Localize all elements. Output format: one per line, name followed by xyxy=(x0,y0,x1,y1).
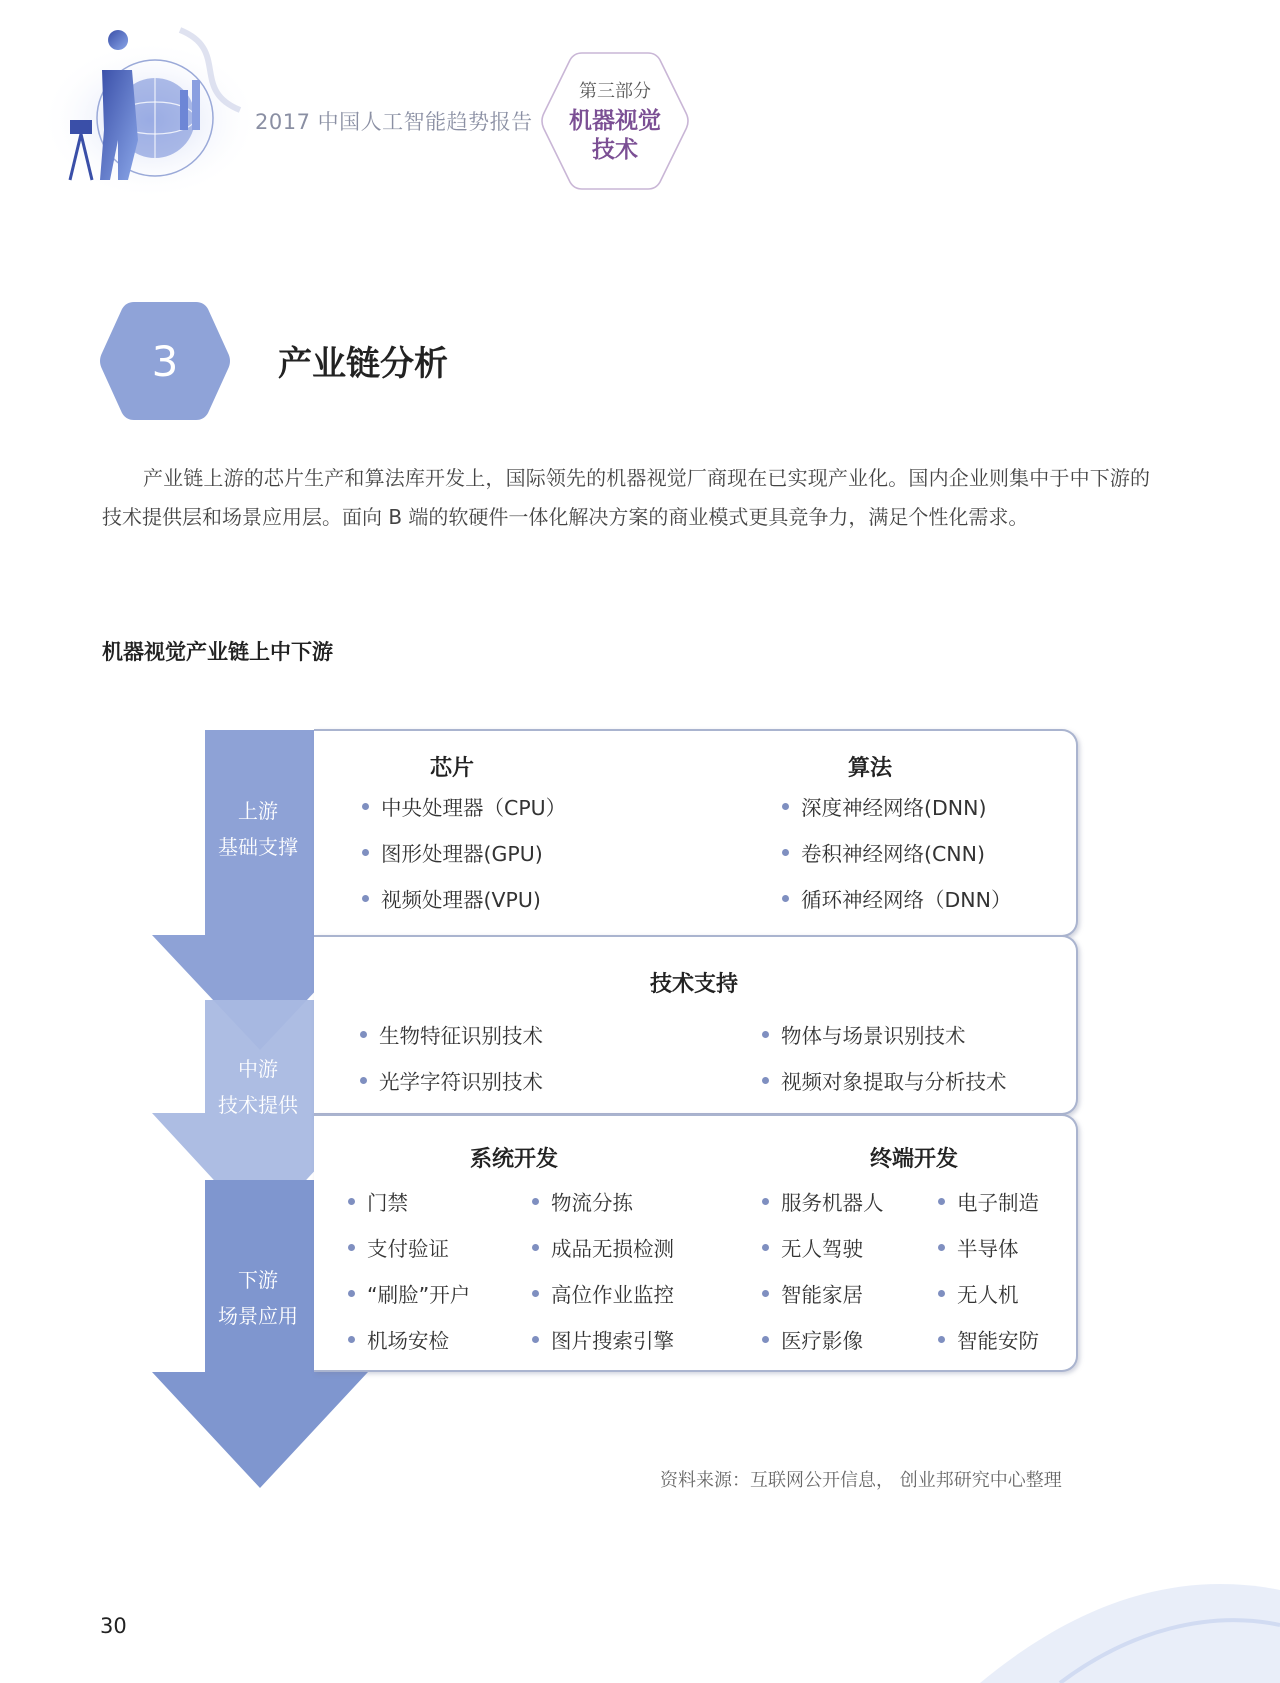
part-title-line2: 技术 xyxy=(592,137,638,163)
term-item-text: 电子制造 xyxy=(957,1191,1039,1215)
chip-item-text: 视频处理器(VPU) xyxy=(381,888,541,912)
stage-downstream-line1: 下游 xyxy=(238,1268,278,1292)
term-item-text: 服务机器人 xyxy=(781,1191,884,1215)
sys-item-text: 物流分拣 xyxy=(551,1191,633,1215)
stage-downstream-line2: 场景应用 xyxy=(218,1304,298,1328)
tech-item-text: 视频对象提取与分析技术 xyxy=(781,1070,1007,1094)
tech-item-text: 光学字符识别技术 xyxy=(379,1070,543,1094)
algorithm-item-text: 深度神经网络(DNN) xyxy=(801,796,987,820)
section-title: 产业链分析 xyxy=(278,344,448,384)
terminal-dev-title: 终端开发 xyxy=(869,1147,958,1172)
tech-item-text: 物体与场景识别技术 xyxy=(781,1024,966,1048)
algorithm-group-title: 算法 xyxy=(847,756,892,781)
term-item-text: 智能安防 xyxy=(957,1329,1039,1353)
figure-title: 机器视觉产业链上中下游 xyxy=(102,640,333,664)
term-item-text: 半导体 xyxy=(957,1237,1019,1261)
report-title: 2017 中国人工智能趋势报告 xyxy=(255,110,533,134)
algorithm-item-text: 卷积神经网络(CNN) xyxy=(801,842,985,866)
chip-item-text: 中央处理器（CPU） xyxy=(381,796,567,820)
part-title-line1: 机器视觉 xyxy=(569,108,661,134)
stage-upstream-line2: 基础支撑 xyxy=(218,835,298,859)
stage-upstream-line1: 上游 xyxy=(238,799,278,823)
sys-item-text: 机场安检 xyxy=(367,1329,449,1353)
term-item-text: 医疗影像 xyxy=(781,1329,863,1353)
algorithm-item-text: 循环神经网络（DNN） xyxy=(801,888,1012,912)
term-item-text: 无人驾驶 xyxy=(781,1237,863,1261)
sys-item-text: “刷脸”开户 xyxy=(367,1283,471,1307)
section-number: 3 xyxy=(151,336,179,386)
chip-item-text: 图形处理器(GPU) xyxy=(381,842,543,866)
sys-item-text: 门禁 xyxy=(367,1191,408,1215)
figure-source-note: 资料来源：互联网公开信息， 创业邦研究中心整理 xyxy=(660,1470,1062,1491)
term-item-text: 无人机 xyxy=(957,1283,1019,1307)
chip-group-title: 芯片 xyxy=(429,756,474,781)
sys-item-text: 图片搜索引擎 xyxy=(551,1329,674,1353)
sys-item-text: 支付验证 xyxy=(367,1237,449,1261)
tech-support-title: 技术支持 xyxy=(649,972,738,997)
stage-midstream-line2: 技术提供 xyxy=(218,1093,298,1117)
intro-paragraph: 产业链上游的芯片生产和算法库开发上，国际领先的机器视觉厂商现在已实现产业化。国内企业则集中于中下游的技术提供层和场景应用层。面向 B 端的软硬件一体化解决方案的商业模式更具竞争力，满足个性化需求。 xyxy=(102,466,1150,529)
tech-item-text: 生物特征识别技术 xyxy=(379,1024,543,1048)
sys-item-text: 成品无损检测 xyxy=(551,1237,674,1261)
page-number: 30 xyxy=(100,1614,127,1638)
system-dev-title: 系统开发 xyxy=(469,1147,558,1172)
stage-midstream-line1: 中游 xyxy=(238,1057,278,1081)
term-item-text: 智能家居 xyxy=(781,1283,863,1307)
sys-item-text: 高位作业监控 xyxy=(551,1283,674,1307)
part-label: 第三部分 xyxy=(579,81,651,102)
